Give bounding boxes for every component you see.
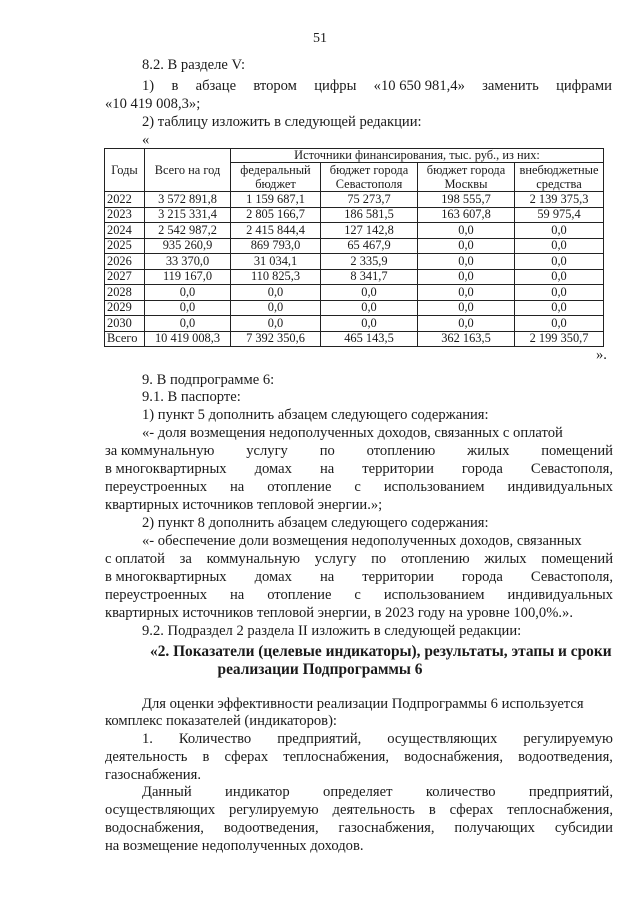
word: услугу — [314, 551, 357, 567]
word: осуществляющих — [387, 731, 498, 747]
word: на — [229, 479, 245, 495]
table-row — [105, 254, 604, 270]
word: определяет — [323, 784, 393, 800]
table-row — [105, 331, 604, 347]
table-row — [105, 316, 604, 332]
cell-extra: 0,0 — [515, 223, 604, 239]
section-9-2: 9.2. Подраздел 2 раздела II изложить в следующей редакции: — [142, 623, 522, 639]
cell-total: 119 167,0 — [145, 269, 231, 285]
cell-federal: 869 793,0 — [231, 238, 321, 254]
word: Севастополя, — [530, 461, 613, 477]
cell-city: 0,0 — [321, 316, 418, 332]
word: переустроенных — [105, 587, 207, 603]
word: водоотведения, — [518, 749, 613, 765]
header-sources: Источники финансирования, тыс. руб., из них: — [231, 149, 604, 163]
word: деятельность — [332, 802, 415, 818]
word: заменить — [482, 78, 539, 94]
word: с оплатой — [105, 551, 165, 567]
word: домах — [254, 569, 292, 585]
word: помещений — [541, 443, 613, 459]
word: услугу — [246, 443, 288, 459]
header-years: Годы — [105, 149, 145, 192]
cell-total: 0,0 — [145, 300, 231, 316]
amend-8-2: 8.2. В разделе V: — [142, 57, 246, 73]
p1-line-4 — [105, 479, 613, 496]
word: в — [428, 802, 436, 818]
cell-city: 0,0 — [321, 285, 418, 301]
word: по — [371, 551, 387, 567]
item-point-8: 2) пункт 8 дополнить абзацем следующего содержания: — [142, 515, 489, 531]
amend-8-2-value: «10 419 008,3»; — [105, 96, 201, 112]
cell-extra: 0,0 — [515, 300, 604, 316]
body-line-5: газоснабжения. — [105, 767, 201, 783]
table-row — [105, 269, 604, 285]
word: осуществляющих — [105, 802, 216, 818]
word: в — [171, 78, 179, 94]
word: жилых — [484, 551, 527, 567]
word: газоснабжения, — [338, 820, 435, 836]
word: цифры — [314, 78, 357, 94]
cell-city: 465 143,5 — [321, 331, 418, 347]
cell-moscow: 0,0 — [418, 238, 515, 254]
word: водоснабжения, — [105, 820, 204, 836]
word: территории — [362, 569, 434, 585]
word: сферах — [224, 749, 269, 765]
cell-moscow: 163 607,8 — [418, 207, 515, 223]
word: деятельность — [105, 749, 188, 765]
cell-year: 2023 — [105, 207, 145, 223]
word: отоплению — [400, 551, 470, 567]
word: абзаце — [195, 78, 237, 94]
word: помещений — [541, 551, 613, 567]
header-total: Всего на год — [145, 149, 231, 192]
cell-total: 2 542 987,2 — [145, 223, 231, 239]
word: регулируемую — [523, 731, 613, 747]
cell-city: 2 335,9 — [321, 254, 418, 270]
word: водоотведения, — [223, 820, 319, 836]
word: коммунальную — [206, 551, 301, 567]
table-row — [105, 285, 604, 301]
cell-federal: 2 415 844,4 — [231, 223, 321, 239]
cell-federal: 2 805 166,7 — [231, 207, 321, 223]
cell-moscow: 0,0 — [418, 254, 515, 270]
cell-moscow: 0,0 — [418, 300, 515, 316]
word: теплоснабжения, — [507, 802, 613, 818]
word: индивидуальных — [507, 479, 613, 495]
cell-total: 3 572 891,8 — [145, 192, 231, 208]
word: по — [319, 443, 335, 459]
word: в многоквартирных — [105, 569, 227, 585]
p2-line-5: квартирных источников тепловой энергии, в 2023 году на уровне 100,0%.». — [105, 605, 573, 621]
p1-line-5: квартирных источников тепловой энергии.»; — [105, 497, 383, 513]
cell-year: 2027 — [105, 269, 145, 285]
table-row — [105, 192, 604, 208]
page-number: 51 — [313, 31, 327, 46]
cell-total: 0,0 — [145, 316, 231, 332]
cell-federal: 1 159 687,1 — [231, 192, 321, 208]
word: использованием — [383, 479, 485, 495]
word: регулируемую — [229, 802, 319, 818]
heading-line-1: «2. Показатели (целевые индикаторы), результаты, этапы и сроки — [150, 643, 612, 660]
word: Севастополя, — [530, 569, 613, 585]
p1-line-2 — [105, 443, 613, 460]
amend-8-2-item1 — [142, 78, 612, 95]
table-row — [105, 300, 604, 316]
word: на — [229, 587, 245, 603]
word: цифрами — [556, 78, 612, 94]
word: на — [319, 461, 335, 477]
cell-moscow: 0,0 — [418, 223, 515, 239]
word: города — [461, 461, 503, 477]
word: с — [354, 587, 361, 603]
cell-city: 186 581,5 — [321, 207, 418, 223]
cell-year: 2025 — [105, 238, 145, 254]
item-point-5: 1) пункт 5 дополнить абзацем следующего содержания: — [142, 407, 489, 423]
cell-extra: 59 975,4 — [515, 207, 604, 223]
cell-moscow: 198 555,7 — [418, 192, 515, 208]
word: теплоснабжения, — [283, 749, 389, 765]
financing-table — [104, 148, 604, 347]
word: с — [354, 479, 361, 495]
word: индикатор — [225, 784, 290, 800]
cell-moscow: 0,0 — [418, 316, 515, 332]
cell-moscow: 0,0 — [418, 285, 515, 301]
word: 1. — [142, 731, 153, 747]
word: «10 650 981,4» — [373, 78, 465, 94]
word: индивидуальных — [507, 587, 613, 603]
cell-total: 935 260,9 — [145, 238, 231, 254]
cell-extra: 2 199 350,7 — [515, 331, 604, 347]
word: на — [319, 569, 335, 585]
word: сферах — [449, 802, 494, 818]
header-federal: федеральный бюджет — [231, 163, 321, 192]
cell-city: 75 273,7 — [321, 192, 418, 208]
p2-line-3 — [105, 569, 613, 586]
body-line-4 — [105, 749, 613, 766]
close-quote: ». — [596, 347, 607, 363]
header-city: бюджет города Севастополя — [321, 163, 418, 192]
cell-total: 0,0 — [145, 285, 231, 301]
cell-federal: 31 034,1 — [231, 254, 321, 270]
p2-line-2 — [105, 551, 613, 568]
cell-city: 8 341,7 — [321, 269, 418, 285]
word: города — [461, 569, 503, 585]
word: домах — [254, 461, 292, 477]
cell-moscow: 362 163,5 — [418, 331, 515, 347]
cell-extra: 2 139 375,3 — [515, 192, 604, 208]
header-moscow: бюджет города Москвы — [418, 163, 515, 192]
section-9-1: 9.1. В паспорте: — [142, 389, 241, 405]
cell-extra: 0,0 — [515, 254, 604, 270]
p1-line-3 — [105, 461, 613, 478]
cell-total: 10 419 008,3 — [145, 331, 231, 347]
cell-extra: 0,0 — [515, 285, 604, 301]
body-line-8 — [105, 820, 613, 837]
cell-year: 2026 — [105, 254, 145, 270]
cell-year: 2024 — [105, 223, 145, 239]
word: в — [202, 749, 210, 765]
p2-line-4 — [105, 587, 613, 604]
cell-total: 3 215 331,4 — [145, 207, 231, 223]
body-line-7 — [105, 802, 613, 819]
word: территории — [362, 461, 434, 477]
body-line-6 — [142, 784, 613, 801]
word: в многоквартирных — [105, 461, 227, 477]
section-9: 9. В подпрограмме 6: — [142, 372, 275, 388]
cell-city: 0,0 — [321, 300, 418, 316]
word: Количество — [178, 731, 252, 747]
word: втором — [253, 78, 297, 94]
cell-year: 2028 — [105, 285, 145, 301]
heading-line-2: реализации Подпрограммы 6 — [217, 661, 423, 678]
body-line-2: комплекс показателей (индикаторов): — [105, 713, 337, 729]
word: Данный — [142, 784, 192, 800]
word: отоплению — [366, 443, 436, 459]
word: за коммунальную — [105, 443, 215, 459]
cell-federal: 7 392 350,6 — [231, 331, 321, 347]
cell-moscow: 0,0 — [418, 269, 515, 285]
cell-year: 2029 — [105, 300, 145, 316]
cell-federal: 0,0 — [231, 300, 321, 316]
cell-federal: 110 825,3 — [231, 269, 321, 285]
word: водоснабжения, — [404, 749, 504, 765]
cell-federal: 0,0 — [231, 316, 321, 332]
word: за — [179, 551, 192, 567]
word: 1) — [142, 78, 155, 94]
cell-city: 127 142,8 — [321, 223, 418, 239]
body-line-3 — [142, 731, 613, 748]
cell-extra: 0,0 — [515, 316, 604, 332]
cell-extra: 0,0 — [515, 238, 604, 254]
open-quote: « — [142, 132, 150, 148]
p2-line-1: «- обеспечение доли возмещения недополученных доходов, связанных — [142, 533, 582, 549]
cell-year: 2030 — [105, 316, 145, 332]
header-extra: внебюджетные средства — [515, 163, 604, 192]
cell-year: Всего — [105, 331, 145, 347]
table-row — [105, 207, 604, 223]
amend-8-2-item2: 2) таблицу изложить в следующей редакции: — [142, 114, 422, 130]
body-line-1: Для оценки эффективности реализации Подпрограммы 6 используется — [142, 696, 584, 712]
body-line-9: на возмещение недополученных доходов. — [105, 838, 364, 854]
cell-total: 33 370,0 — [145, 254, 231, 270]
cell-city: 65 467,9 — [321, 238, 418, 254]
word: предприятий, — [277, 731, 362, 747]
word: предприятий, — [528, 784, 613, 800]
cell-extra: 0,0 — [515, 269, 604, 285]
word: получающих — [454, 820, 535, 836]
word: количество — [425, 784, 496, 800]
word: отопление — [267, 587, 332, 603]
word: использованием — [383, 587, 485, 603]
cell-federal: 0,0 — [231, 285, 321, 301]
table-row — [105, 223, 604, 239]
p1-line-1: «- доля возмещения недополученных доходов, связанных с оплатой — [142, 425, 563, 441]
table-row — [105, 238, 604, 254]
cell-year: 2022 — [105, 192, 145, 208]
word: субсидии — [554, 820, 613, 836]
word: отопление — [267, 479, 332, 495]
word: жилых — [467, 443, 510, 459]
word: переустроенных — [105, 479, 207, 495]
